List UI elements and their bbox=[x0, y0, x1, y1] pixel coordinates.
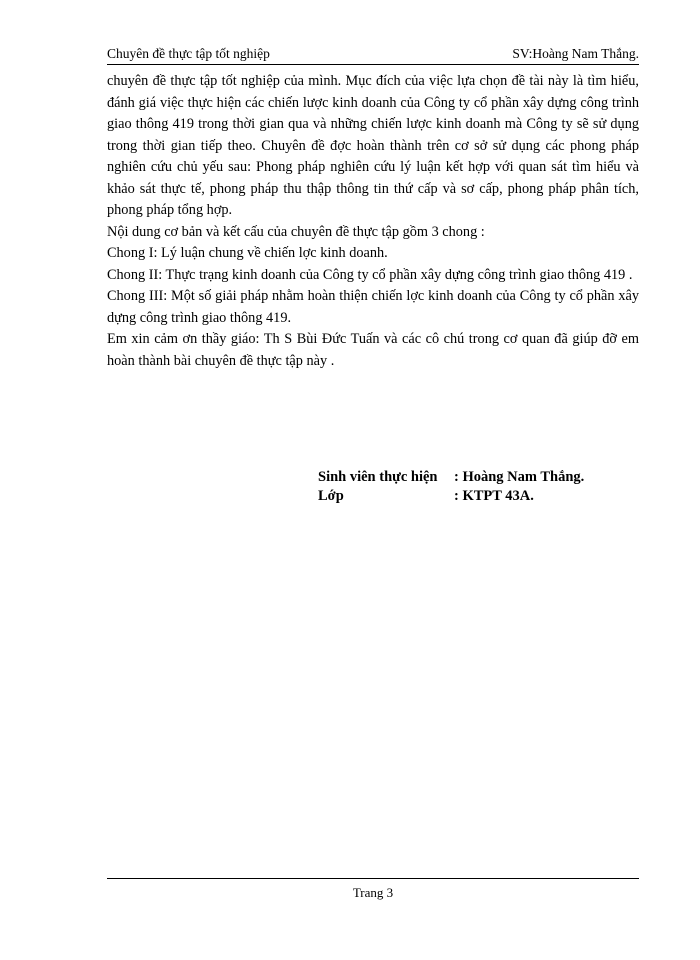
paragraph-thanks: Em xin cảm ơn thầy giáo: Th S Bùi Đức Tuấn và các cô chú trong cơ quan đã giúp đỡ em hoàn thành bài chuyên đề thực tập này . bbox=[107, 331, 639, 369]
signature-block bbox=[318, 468, 638, 506]
page-header bbox=[107, 44, 639, 64]
paragraph-intro: chuyên đề thực tập tốt nghiệp của mình. Mục đích của việc lựa chọn đề tài này là tìm hiểu, đánh giá việc thực hiện các chiến lược kinh doanh của Công ty cổ phần xây dựng công trình giao thông 419 trong thời gian qua và những chiến lược kinh doanh mà Công ty sẽ sử dụng trong thời gian tiếp theo. Chuyên đề đợc hoàn thành trên cơ sở sử dụng các phong pháp nghiên cứu chủ yếu sau: Phong pháp nghiên cứu lý luận kết hợp với quan sát tìm hiểu và khảo sát thực tế, phong pháp thu thập thông tin thứ cấp và sơ cấp, phong pháp phân tích, phong pháp tổng hợp. bbox=[107, 73, 639, 218]
signature-class-row bbox=[318, 487, 638, 506]
class-label: Lớp bbox=[318, 488, 344, 504]
student-label: Sinh viên thực hiện bbox=[318, 469, 438, 485]
paragraph-structure: Nội dung cơ bản và kết cấu của chuyên đề thực tập gồm 3 chong : bbox=[107, 223, 485, 240]
paragraph-chapter-1: Chong I: Lý luận chung về chiến lợc kinh doanh. bbox=[107, 245, 388, 261]
paragraph-chapter-3: Chong III: Một số giải pháp nhằm hoàn thiện chiến lợc kinh doanh của Công ty cổ phần xây dựng công trình giao thông 419. bbox=[107, 288, 639, 326]
signature-student-row bbox=[318, 468, 638, 487]
footer-divider bbox=[107, 878, 639, 879]
header-title: Chuyên đề thực tập tốt nghiệp bbox=[107, 46, 270, 61]
paragraph-chapter-2: Chong II: Thực trạng kinh doanh của Công ty cổ phần xây dựng công trình giao thông 419 . bbox=[107, 266, 633, 283]
student-name: : Hoàng Nam Thắng. bbox=[454, 469, 585, 485]
body-text bbox=[107, 71, 639, 372]
class-value: : KTPT 43A. bbox=[454, 488, 534, 504]
page-number: Trang 3 bbox=[352, 885, 394, 900]
header-author: SV:Hoàng Nam Thắng. bbox=[512, 46, 639, 61]
header-divider bbox=[107, 64, 639, 65]
